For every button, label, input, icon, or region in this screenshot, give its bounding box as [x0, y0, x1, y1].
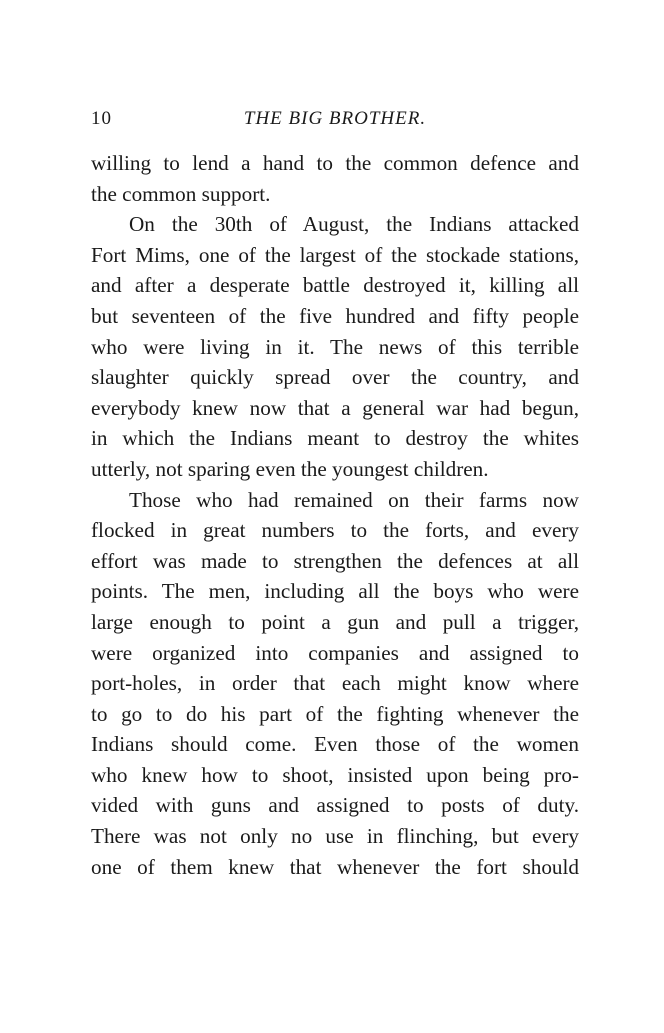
text-line: flocked in great numbers to the forts, and every [91, 518, 579, 543]
text-line: large enough to point a gun and pull a trigger, [91, 609, 579, 634]
text-line: slaughter quickly spread over the country, and [91, 365, 579, 390]
text-line: points. The men, including all the boys who were [91, 579, 579, 604]
running-title: THE BIG BROTHER. [243, 108, 427, 129]
text-line: There was not only no use in flinching, but every [91, 824, 579, 849]
text-line: On the 30th of August, the Indians attacked [129, 212, 579, 237]
text-line: utterly, not sparing even the youngest children. [91, 456, 489, 481]
text-line: Those who had remained on their farms now [129, 487, 579, 512]
text-line: Indians should come. Even those of the women [91, 732, 579, 757]
text-line: Fort Mims, one of the largest of the stockade stations, [91, 242, 579, 267]
text-line: and after a desperate battle destroyed it, killing all [91, 273, 579, 298]
text-line: who were living in it. The news of this terrible [91, 334, 579, 359]
text-line: vided with guns and assigned to posts of duty. [91, 793, 579, 818]
text-line: willing to lend a hand to the common defence and [91, 151, 579, 175]
text-line: everybody knew now that a general war had begun, [91, 395, 579, 420]
text-line: in which the Indians meant to destroy the whites [91, 426, 579, 451]
text-line: were organized into companies and assigned to [91, 640, 579, 665]
text-line: effort was made to strengthen the defences at all [91, 548, 579, 573]
text-line: but seventeen of the five hundred and fifty people [91, 303, 579, 328]
text-line: who knew how to shoot, insisted upon being pro- [91, 762, 579, 787]
body-text [91, 148, 579, 882]
page-number: 10 [91, 108, 112, 129]
text-line: the common support. [91, 181, 271, 206]
running-head [91, 108, 579, 136]
text-line: port-holes, in order that each might know where [91, 671, 579, 696]
text-line: to go to do his part of the fighting whenever the [91, 701, 579, 726]
text-line: one of them knew that whenever the fort should [91, 854, 579, 879]
